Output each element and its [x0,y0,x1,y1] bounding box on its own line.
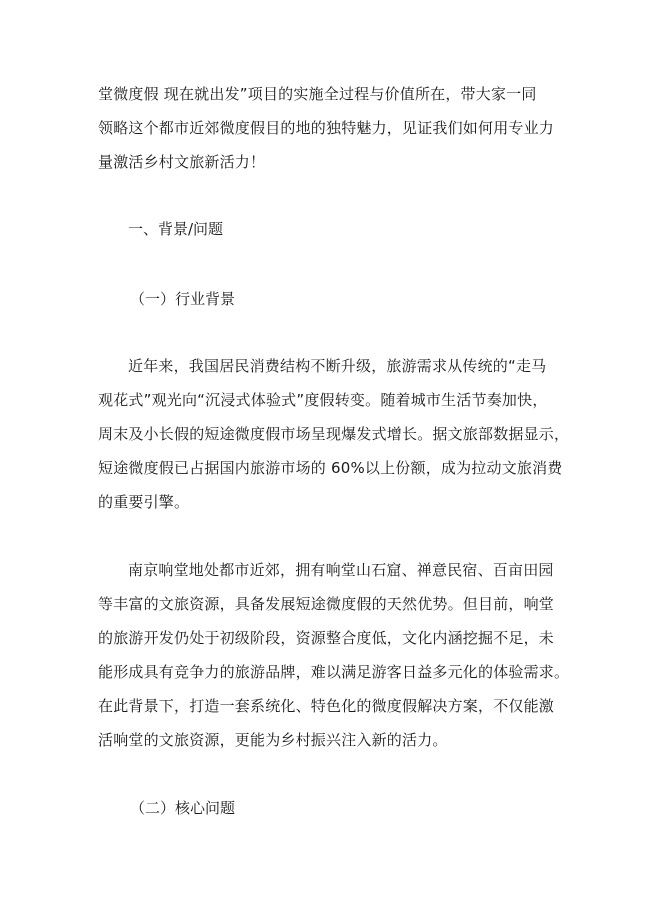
text-line: 的旅游开发仍处于初级阶段，资源整合度低，文化内涵挖掘不足，未 [98,629,555,647]
text-line: 能形成具有竞争力的旅游品牌，难以满足游客日益多元化的体验需求。 [98,663,570,681]
text-line: 堂微度假 现在就出发”项目的实施全过程与价值所在，带大家一同 [98,85,537,103]
subsection-heading: （一）行业背景 [130,290,236,308]
text-line: 的重要引擎。 [98,493,190,511]
text-line: 活响堂的文旅资源，更能为乡村振兴注入新的活力。 [98,731,448,749]
text-line: 短途微度假已占据国内旅游市场的 60%以上份额，成为拉动文旅消费 [98,459,563,477]
text-line: 南京响堂地处都市近郊，拥有响堂山石窟、禅意民宿、百亩田园 [128,561,554,579]
text-line: 周末及小长假的短途微度假市场呈现爆发式增长。据文旅部数据显示， [98,425,570,443]
text-line: 量激活乡村文旅新活力！ [98,153,266,171]
body-paragraph [98,349,570,519]
text-line: 等丰富的文旅资源，具备发展短途微度假的天然优势。但目前，响堂 [98,595,555,613]
text-line: 在此背景下，打造一套系统化、特色化的微度假解决方案，不仅能激 [98,697,555,715]
text-line: 观花式”观光向“沉浸式体验式”度假转变。随着城市生活节奏加快， [98,391,548,409]
text-line: 近年来，我国居民消费结构不断升级，旅游需求从传统的“走马 [128,357,547,375]
intro-paragraph [98,77,555,179]
section-heading: 一、背景/问题 [128,220,224,238]
text-line: 领略这个都市近郊微度假目的地的独特魅力，见证我们如何用专业力 [98,119,555,137]
subsection-heading: （二）核心问题 [130,799,236,817]
body-paragraph [98,553,570,757]
